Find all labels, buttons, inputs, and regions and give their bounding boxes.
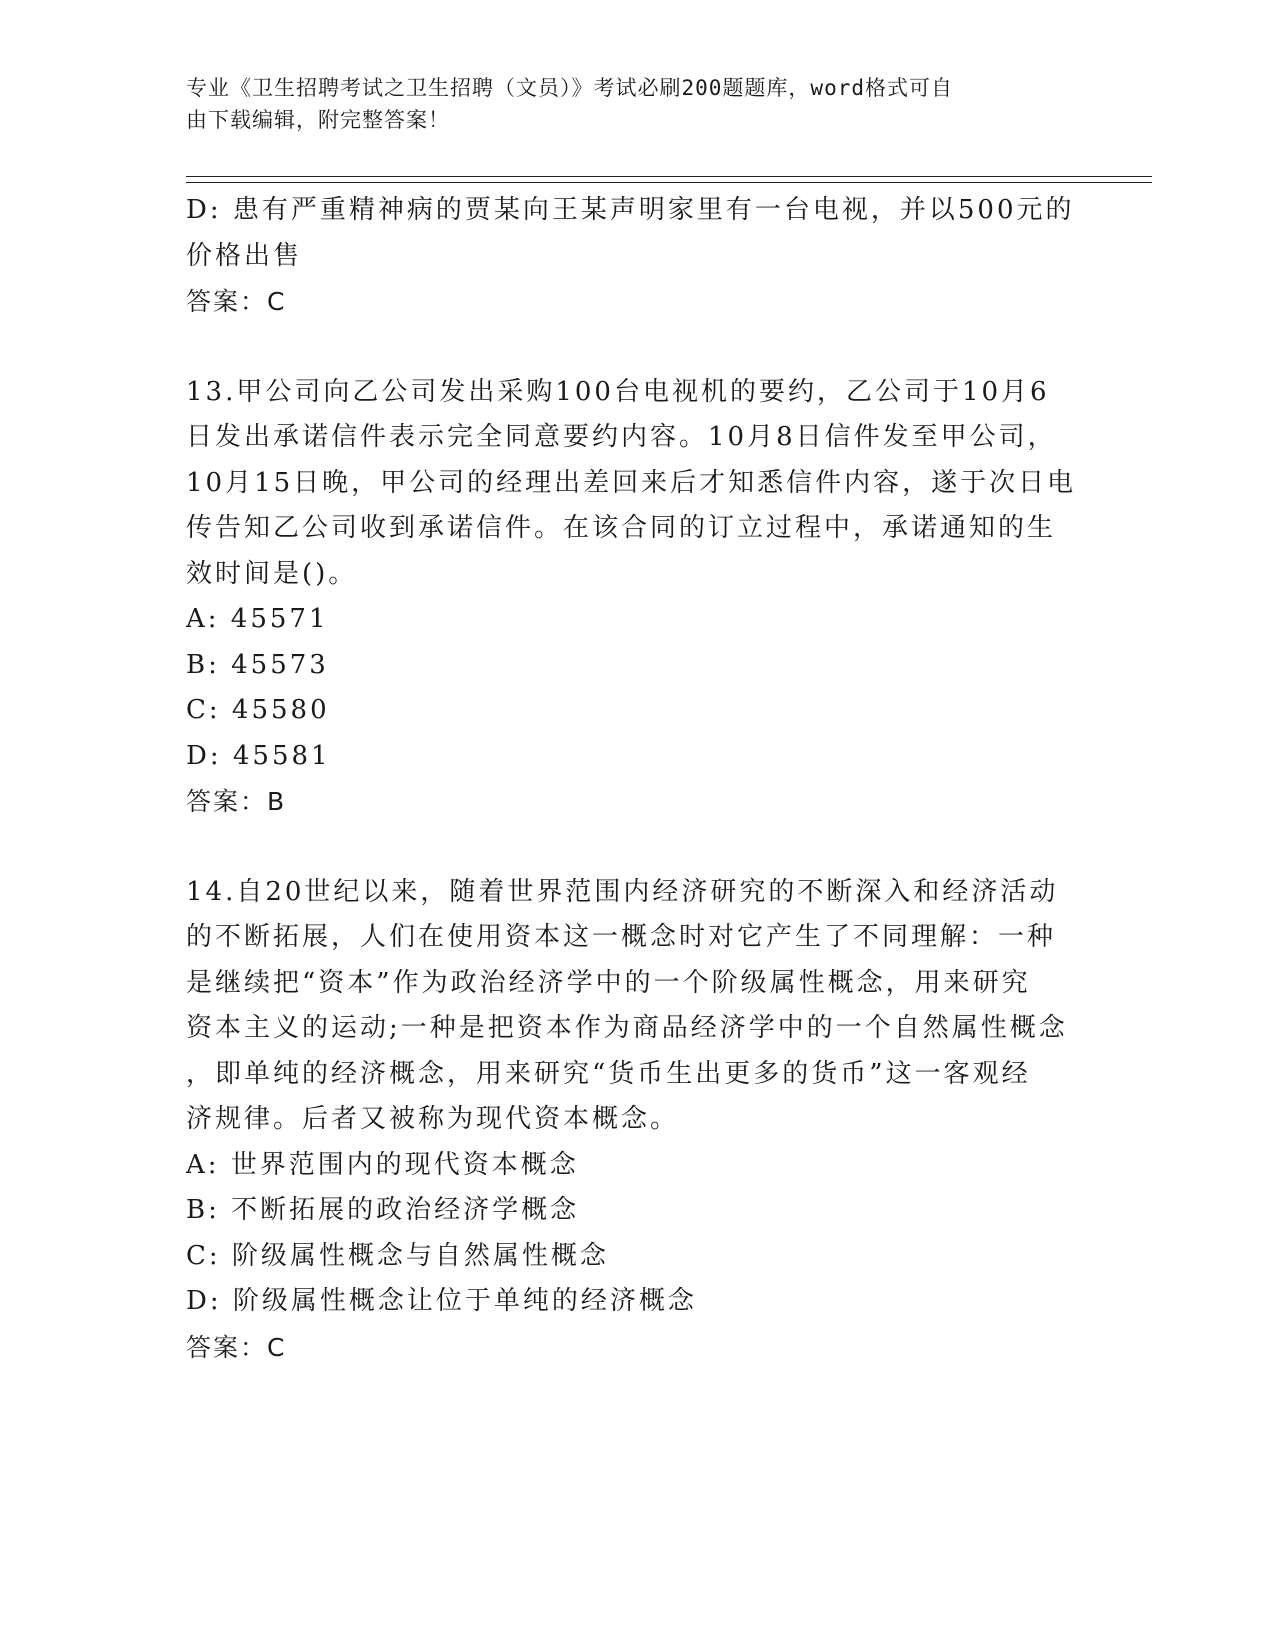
question-stem-line: 济规律。后者又被称为现代资本概念。 (186, 1104, 680, 1134)
question-stem-line: ，即单纯的经济概念，用来研究“货币生出更多的货币”这一客观经 (186, 1058, 1031, 1089)
question-stem-line: 效时间是()。 (186, 558, 358, 589)
header-line-1: 专业《卫生招聘考试之卫生招聘（文员）》考试必刷200题题库，word格式可自 (186, 76, 953, 100)
option-d: D: 患有严重精神病的贾某向王某声明家里有一台电视，并以500元的 (186, 195, 1075, 225)
option-c: C: 45580 (186, 695, 330, 725)
question-stem-line: 10月15日晚，甲公司的经理出差回来后才知悉信件内容，遂于次日电 (186, 467, 1077, 498)
question-content (186, 188, 1086, 1370)
question-stem-line: 资本主义的运动;一种是把资本作为商品经济学中的一个自然属性概念 (186, 1013, 1068, 1043)
option-b: B: 不断拓展的政治经济学概念 (186, 1195, 580, 1225)
option-d-continued: 价格出售 (186, 240, 303, 271)
question-stem-line: 的不断拓展，人们在使用资本这一概念时对它产生了不同理解：一种 (186, 922, 1057, 952)
document-header (186, 72, 1066, 136)
spacer (186, 325, 1086, 370)
option-b: B: 45573 (186, 649, 329, 680)
question-13 (186, 370, 1086, 825)
option-c: C: 阶级属性概念与自然属性概念 (186, 1240, 609, 1271)
question-stem-line: 14.自20世纪以来，随着世界范围内经济研究的不断深入和经济活动 (186, 876, 1059, 907)
option-d: D: 45581 (186, 740, 331, 771)
header-divider-top (186, 176, 1152, 177)
answer-line: 答案：C (186, 1332, 287, 1362)
option-d: D: 阶级属性概念让位于单纯的经济概念 (186, 1286, 697, 1316)
question-stem-line: 日发出承诺信件表示完全同意要约内容。10月8日信件发至甲公司， (186, 422, 1057, 452)
spacer (186, 825, 1086, 870)
header-line-2: 由下载编辑，附完整答案！ (186, 108, 450, 132)
question-14 (186, 870, 1086, 1371)
question-stem-line: 传告知乙公司收到承诺信件。在该合同的订立过程中，承诺通知的生 (186, 513, 1057, 543)
option-a: A: 45571 (186, 604, 329, 634)
answer-line: 答案：C (186, 287, 287, 316)
header-divider-bottom (186, 182, 1152, 183)
question-stem-line: 是继续把“资本”作为政治经济学中的一个阶级属性概念，用来研究 (186, 967, 1031, 998)
previous-question-tail (186, 188, 1086, 325)
option-a: A: 世界范围内的现代资本概念 (186, 1149, 579, 1180)
answer-line: 答案：B (186, 787, 287, 816)
question-stem-line: 13.甲公司向乙公司发出采购100台电视机的要约，乙公司于10月6 (186, 376, 1050, 407)
